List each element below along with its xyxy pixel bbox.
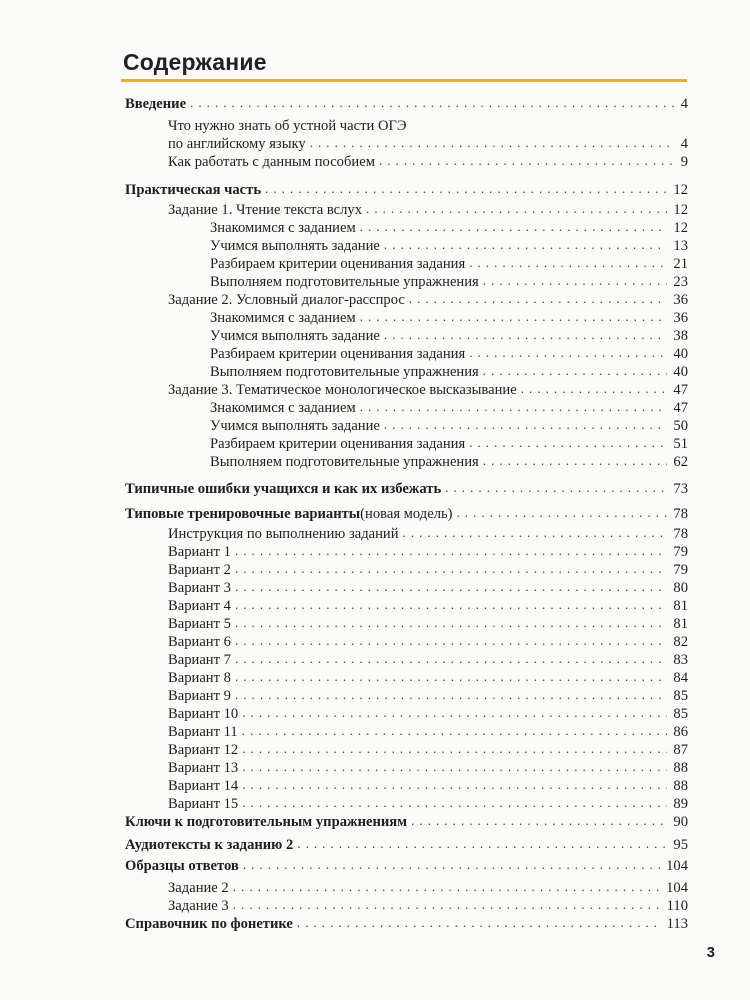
toc-entry: [168, 669, 688, 687]
page-title: Содержание: [123, 49, 267, 75]
toc-entry-page: 83: [673, 652, 688, 668]
toc-entry-page: 84: [673, 670, 688, 686]
page-number: 3: [706, 944, 715, 961]
toc-entry: [168, 723, 688, 741]
toc-entry: [125, 857, 688, 875]
toc-entry: [210, 219, 688, 237]
toc-entry: [168, 741, 688, 759]
toc-entry-title: Вариант 14: [168, 778, 239, 794]
toc-entry-page: 47: [673, 382, 688, 398]
toc-entry: [168, 525, 688, 543]
dot-leader: [310, 134, 675, 152]
toc-entry: [210, 237, 688, 255]
toc-entry: [210, 417, 688, 435]
toc-entry-title: Вариант 2: [168, 562, 231, 578]
dot-leader: [235, 578, 667, 596]
toc-entry: [125, 813, 688, 831]
toc-entry-title: Вариант 15: [168, 796, 239, 812]
toc-entry-title: Знакомимся с заданием: [210, 400, 356, 416]
dot-leader: [235, 632, 667, 650]
toc-entry: [125, 95, 688, 113]
toc-entry-page: 78: [673, 506, 688, 522]
toc-entry-title: Вариант 5: [168, 616, 231, 632]
toc-entry: [125, 505, 688, 523]
dot-leader: [243, 856, 660, 874]
toc-entry-title: Как работать с данным пособием: [168, 154, 375, 170]
toc-entry-title: Учимся выполнять задание: [210, 238, 380, 254]
toc-entry-title: Вариант 8: [168, 670, 231, 686]
dot-leader: [242, 740, 667, 758]
toc-entry: [125, 915, 688, 933]
toc-entry-page: 50: [673, 418, 688, 434]
toc-entry-page: 36: [673, 292, 688, 308]
dot-leader: [242, 722, 668, 740]
toc-entry-page: 4: [680, 96, 688, 112]
dot-leader: [469, 344, 667, 362]
toc-entry-page: 47: [673, 400, 688, 416]
toc-entry: [168, 879, 688, 897]
dot-leader: [235, 668, 667, 686]
toc-entry-title: Типовые тренировочные варианты: [125, 506, 361, 522]
toc-entry-title: Выполняем подготовительные упражнения: [210, 454, 479, 470]
toc-entry-title: Знакомимся с заданием: [210, 310, 356, 326]
dot-leader: [233, 878, 660, 896]
toc-entry-title: Вариант 13: [168, 760, 239, 776]
dot-leader: [235, 686, 667, 704]
toc-entry-page: 87: [673, 742, 688, 758]
dot-leader: [242, 758, 667, 776]
toc-entry: [210, 309, 688, 327]
dot-leader: [360, 308, 668, 326]
toc-entry-title: Вариант 1: [168, 544, 231, 560]
dot-leader: [235, 650, 667, 668]
toc-entry-title: Задание 2: [168, 880, 229, 896]
toc-entry-page: 40: [673, 346, 688, 362]
toc-entry: [168, 597, 688, 615]
dot-leader: [483, 452, 668, 470]
toc-entry-title: Образцы ответов: [125, 858, 239, 874]
toc-entry: [168, 135, 688, 153]
toc-entry-page: 40: [673, 364, 688, 380]
dot-leader: [521, 380, 668, 398]
toc-entry-title: Что нужно знать об устной части ОГЭ: [168, 118, 407, 134]
toc-entry-title: Инструкция по выполнению заданий: [168, 526, 399, 542]
toc-entry-title: Введение: [125, 96, 187, 112]
dot-leader: [235, 542, 667, 560]
toc-entry-page: 88: [673, 778, 688, 794]
dot-leader: [445, 479, 667, 497]
toc-entry-title: Задание 3. Тематическое монологическое высказывание: [168, 382, 517, 398]
toc-entry-page: 9: [680, 154, 688, 170]
toc-entry: [210, 255, 688, 273]
toc-entry: [210, 345, 688, 363]
dot-leader: [483, 272, 668, 290]
toc-entry-page: 21: [673, 256, 688, 272]
toc-entry-page: 104: [666, 858, 688, 874]
toc-entry: [168, 651, 688, 669]
dot-leader: [469, 254, 667, 272]
toc-entry-page: 90: [673, 814, 688, 830]
dot-leader: [409, 290, 668, 308]
toc-entry: [168, 561, 688, 579]
toc-entry-page: 82: [673, 634, 688, 650]
toc-entry-page: 81: [673, 598, 688, 614]
toc-entry-title: Вариант 7: [168, 652, 231, 668]
toc-entry-page: 85: [673, 688, 688, 704]
toc-entry-page: 73: [673, 481, 688, 497]
dot-leader: [233, 896, 661, 914]
toc-entry-page: 79: [673, 544, 688, 560]
toc-entry-page: 80: [673, 580, 688, 596]
toc-entry-title: Аудиотексты к заданию 2: [125, 837, 294, 853]
dot-leader: [235, 560, 667, 578]
dot-leader: [242, 704, 667, 722]
toc-entry-title: Учимся выполнять задание: [210, 328, 380, 344]
toc-entry-page: 110: [666, 898, 688, 914]
toc-entry: [168, 633, 688, 651]
toc-entry: [125, 836, 688, 854]
dot-leader: [469, 434, 667, 452]
toc-entry: [168, 579, 688, 597]
toc-entry-page: 51: [673, 436, 688, 452]
toc-entry: [168, 795, 688, 813]
toc-entry-title: Типичные ошибки учащихся и как их избежать: [125, 481, 442, 497]
toc-entry: [168, 897, 688, 915]
toc-entry-page: 4: [680, 136, 688, 152]
toc-entry-title: Вариант 6: [168, 634, 231, 650]
dot-leader: [403, 524, 668, 542]
toc-entry: [210, 453, 688, 471]
toc-entry: [168, 777, 688, 795]
toc-entry-page: 78: [673, 526, 688, 542]
toc-entry-page: 88: [673, 760, 688, 776]
dot-leader: [384, 416, 668, 434]
toc-entry: [168, 201, 688, 219]
toc-entry-title: Вариант 11: [168, 724, 238, 740]
dot-leader: [360, 218, 668, 236]
toc-entry: [210, 399, 688, 417]
toc-entry-title: Учимся выполнять задание: [210, 418, 380, 434]
toc-entry-page: 104: [666, 880, 688, 896]
dot-leader: [366, 200, 667, 218]
toc-entry-page: 12: [673, 182, 688, 198]
dot-leader: [242, 794, 667, 812]
toc-entry-page: 86: [673, 724, 688, 740]
toc-entry-title: Практическая часть: [125, 182, 262, 198]
toc-entry-page: 36: [673, 310, 688, 326]
dot-leader: [379, 152, 675, 170]
toc-entry-page: 89: [673, 796, 688, 812]
dot-leader: [297, 835, 667, 853]
toc-entry-page: 95: [673, 837, 688, 853]
toc-entry-page: 85: [673, 706, 688, 722]
toc-entry-title: Выполняем подготовительные упражнения: [210, 274, 479, 290]
toc-entry-title: Задание 2. Условный диалог-расспрос: [168, 292, 405, 308]
toc-entry-title: Ключи к подготовительным упражнениям: [125, 814, 408, 830]
toc-entry-page: 81: [673, 616, 688, 632]
toc-entry-page: 79: [673, 562, 688, 578]
toc-entry-title: Вариант 3: [168, 580, 231, 596]
dot-leader: [483, 362, 668, 380]
dot-leader: [242, 776, 667, 794]
dot-leader: [235, 596, 667, 614]
dot-leader: [411, 812, 667, 830]
dot-leader: [457, 504, 668, 522]
toc-entry-title: Вариант 12: [168, 742, 239, 758]
toc-entry-title: Знакомимся с заданием: [210, 220, 356, 236]
toc-entry: [168, 153, 688, 171]
toc-entry-title: Выполняем подготовительные упражнения: [210, 364, 479, 380]
toc-entry: [168, 543, 688, 561]
toc-entry-page: 38: [673, 328, 688, 344]
toc-entry: [210, 435, 688, 453]
toc-entry-page: 23: [673, 274, 688, 290]
toc-entry: [210, 327, 688, 345]
toc-entry-title: Вариант 9: [168, 688, 231, 704]
toc-entry-page: 13: [673, 238, 688, 254]
toc-entry-title: Справочник по фонетике: [125, 916, 293, 932]
toc-entry: [125, 480, 688, 498]
toc-entry: [168, 615, 688, 633]
toc-entry-title: Вариант 10: [168, 706, 239, 722]
dot-leader: [384, 326, 668, 344]
toc-entry: [125, 181, 688, 199]
toc-entry: [210, 273, 688, 291]
toc-entry-title: Разбираем критерии оценивания задания: [210, 256, 466, 272]
toc-entry-page: 62: [673, 454, 688, 470]
toc-entry-title: Разбираем критерии оценивания задания: [210, 346, 466, 362]
dot-leader: [384, 236, 668, 254]
toc-entry-title: Задание 1. Чтение текста вслух: [168, 202, 363, 218]
toc-entry-title: Вариант 4: [168, 598, 231, 614]
toc-entry-page: 113: [666, 916, 688, 932]
toc-entry: [168, 117, 688, 135]
toc-entry: [168, 687, 688, 705]
toc-entry: [210, 363, 688, 381]
dot-leader: [265, 180, 667, 198]
toc-entry: [168, 705, 688, 723]
dot-leader: [360, 398, 668, 416]
dot-leader: [190, 94, 675, 112]
toc-entry-page: 12: [673, 202, 688, 218]
toc-entry-title: Разбираем критерии оценивания задания: [210, 436, 466, 452]
toc-entry-title: по английскому языку: [168, 136, 306, 152]
toc-entry: [168, 291, 688, 309]
dot-leader: [297, 914, 661, 932]
toc-entry: [168, 381, 688, 399]
toc-entry-title: Задание 3: [168, 898, 229, 914]
dot-leader: [235, 614, 667, 632]
toc-entry: [168, 759, 688, 777]
toc-entry-title-suffix: (новая модель): [360, 506, 453, 522]
toc-entry-page: 12: [673, 220, 688, 236]
